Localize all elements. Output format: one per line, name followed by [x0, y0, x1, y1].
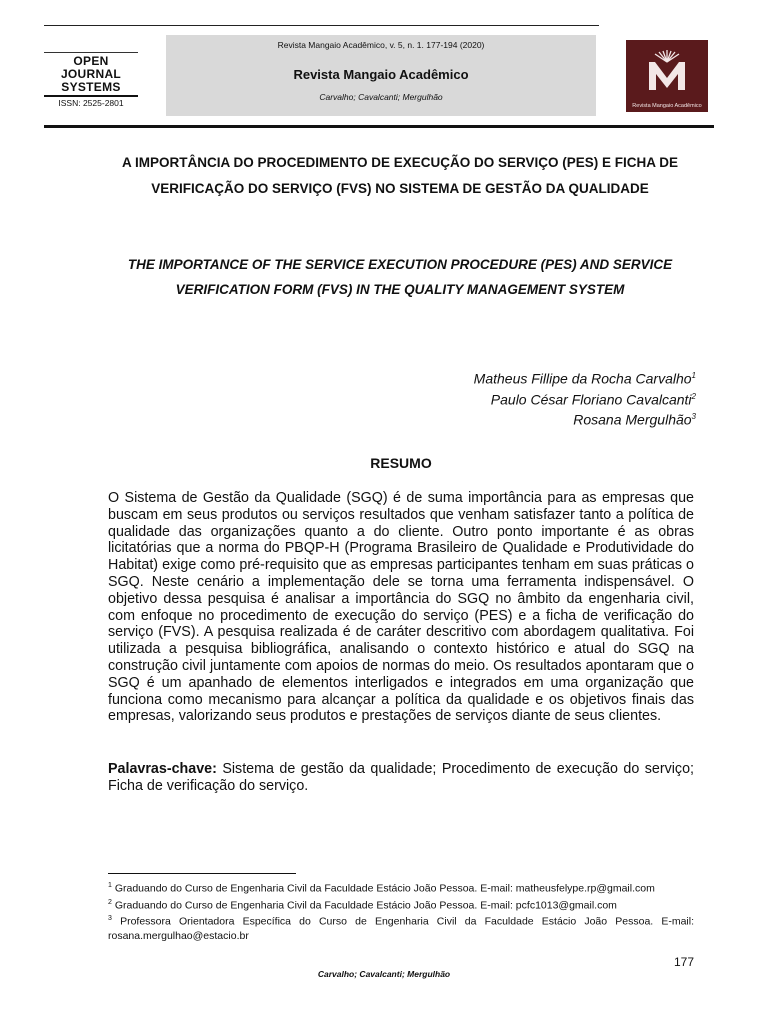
footer-authors: Carvalho; Cavalcanti; Mergulhão — [317, 969, 451, 979]
title-english: THE IMPORTANCE OF THE SERVICE EXECUTION PROCEDURE (PES) AND SERVICE VERIFICATION FORM (FVS) IN THE QUALITY MANAGEMENT SYSTEM — [127, 257, 673, 297]
abstract-heading: RESUMO — [370, 455, 432, 471]
title-portuguese: A IMPORTÂNCIA DO PROCEDIMENTO DE EXECUÇÃO DO SERVIÇO (PES) E FICHA DE VERIFICAÇÃO DO SERVIÇO (FVS) NO SISTEMA DE GESTÃO DA QUALIDADE — [121, 155, 679, 196]
journal-header — [166, 35, 596, 116]
page-number: 177 — [673, 955, 694, 969]
footnote-1: $^1$ Graduando do Curso de Engenharia Civil da Faculdade Estácio João Pessoa. E-mail: matheusfelype.rp@gmail.com — [108, 882, 655, 895]
header-divider — [44, 125, 714, 128]
ojs-line-3: SYSTEMS — [61, 80, 121, 94]
ojs-line-2: JOURNAL — [60, 67, 122, 81]
footnotes — [108, 879, 694, 943]
footnote-rule — [108, 873, 296, 874]
journal-citation: Revista Mangaio Acadêmico, v. 5, n. 1. 177-194 (2020) — [277, 40, 485, 50]
author-1-mark: 1 — [691, 371, 696, 380]
issn: ISSN: 2525-2801 — [58, 98, 124, 108]
abstract-body: O Sistema de Gestão da Qualidade (SGQ) é de suma importância para as empresas que buscam em seus produtos ou serviços resultados que venham satisfazer tanto a política de qualidade das organizações quanto a do cliente. Outro ponto importante é as obras licitatórias que a norma do PBQP-H (Programa Brasileiro de Qualidade e Produtividade do Habitat) exige como pré-requisito que as empresas participantes tenham em suas práticas o SGQ. Neste cenário a implementação dele se torna uma ferramenta indispensável. O objetivo dessa pesquisa é analisar a importância do SGQ no âmbito da engenharia civil, com enfoque no procedimento de execução do serviço (PES) e a ficha de verificação do serviço (FVS). A pesquisa realizada é de caráter descritivo com abordagem qualitativa. Foi utilizada a pesquisa bibliográfica, analisando o contexto histórico e atual do SGQ na construção civil juntamente com apoios de normas do meio. Os resultados apontaram que o SGQ é um apanhado de elementos interligados e integrados em uma organização que funciona como mecanismo para alcançar a política da qualidade e os objetivos finais das empresas, valorizando seus produtos e prestações de serviços diante de seus clientes. — [108, 490, 694, 725]
footnote-2: $^2$ Graduando do Curso de Engenharia Civil da Faculdade Estácio João Pessoa. E-mail: pcfc1013@gmail.com — [108, 898, 617, 911]
ojs-logo — [44, 52, 138, 108]
header-authors: Carvalho; Cavalcanti; Mergulhão — [319, 92, 443, 102]
ojs-line-1: OPEN — [73, 54, 109, 68]
keywords-text: Sistema de gestão da qualidade; Procedimento de execução do serviço; Ficha de verificação do serviço. — [108, 761, 694, 794]
logo-caption: Revista Mangaio Acadêmico — [632, 103, 702, 109]
author-3: Rosana Mergulhão$^3$ — [573, 411, 696, 428]
author-1: Matheus Fillipe da Rocha Carvalho$^1$ — [473, 370, 696, 387]
journal-logo — [626, 40, 708, 112]
author-2: Paulo César Floriano Cavalcanti$^2$ — [490, 391, 696, 408]
keywords-label: Palavras-chave: — [108, 761, 217, 777]
book-m-icon — [645, 50, 689, 94]
author-3-mark: 3 — [691, 412, 696, 422]
author-list — [474, 367, 696, 429]
footnote-3: $^3$ Professora Orientadora Específica do Curso de Engenharia Civil da Faculdade Estácio João Pessoa. E-mail: rosana.mergulhao@estacio.br — [108, 915, 695, 942]
top-rule — [44, 25, 599, 26]
keywords — [108, 761, 694, 795]
journal-name: Revista Mangaio Acadêmico — [293, 67, 469, 82]
author-2-mark: 2 — [691, 391, 696, 401]
